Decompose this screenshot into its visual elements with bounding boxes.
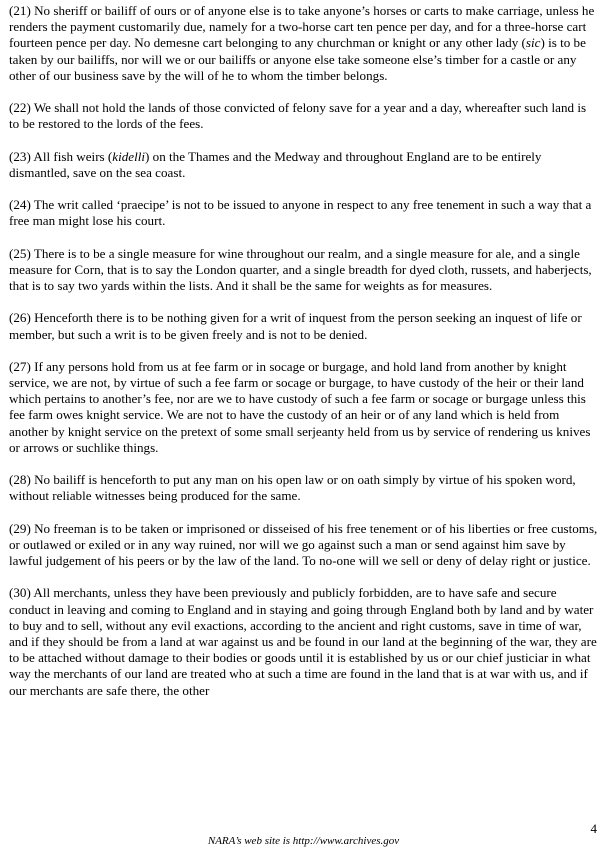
- document-body: [9, 3, 599, 715]
- paragraph-text: (25) There is to be a single measure for wine throughout our realm, and a single measure for ale, and a single measure for Corn, that is to say the London quarter, and a single breadth for dyed cloth, russets, and haberjects, that is to say two yards within the lists. And it shall be the same for weights as for measures.: [9, 245, 592, 294]
- paragraph-27: [9, 359, 599, 456]
- italic-term: sic: [525, 35, 541, 51]
- paragraph-30: [9, 585, 599, 698]
- paragraph-29: [9, 521, 599, 570]
- italic-term: kidelli: [112, 148, 146, 164]
- page-number: 4: [590, 821, 597, 836]
- paragraph-24: [9, 197, 599, 229]
- paragraph-23: [9, 149, 599, 181]
- page-footer: NARA’s web site is http://www.archives.gov: [207, 835, 400, 847]
- paragraph-28: [9, 472, 599, 504]
- paragraph-25: [9, 246, 599, 295]
- paragraph-text: (22) We shall not hold the lands of those convicted of felony save for a year and a day, whereafter such land is to be restored to the lords of the fees.: [9, 100, 587, 132]
- paragraph-text: ) is to be taken by our bailiffs, nor will we or our bailiffs or anyone else take someone else’s timber for a castle or any other of our business save by the will of he to whom the timber belongs.: [9, 35, 586, 83]
- paragraph-text: (27) If any persons hold from us at fee farm or in socage or burgage, and hold land from another by knight service, we are not, by virtue of such a fee farm or socage or burgage, to have custody of the heir or their land which pertains to another’s fee, nor are we to have custody of such a fee farm or socage or burgage unless this fee farm owes knight service. We are not to have the custody of an heir or of any land which is held from another by knight service on the pretext of some small serjeanty held from us by service of rendering us knives or arrows or suchlike things.: [9, 358, 591, 455]
- paragraph-text: (28) No bailiff is henceforth to put any man on his open law or on oath simply by virtue of his spoken word, without reliable witnesses being produced for the same.: [9, 472, 576, 504]
- paragraph-text: (23) All fish weirs (: [9, 148, 113, 164]
- paragraph-text: (24) The writ called ‘praecipe’ is not to be issued to anyone in respect to any free tenement in such a way that a free man might lose his court.: [9, 197, 592, 229]
- paragraph-text: (29) No freeman is to be taken or imprisoned or disseised of his free tenement or of his liberties or free customs, or outlawed or exiled or in any way ruined, nor will we go against such a man or send against him save by lawful judgement of his peers or by the law of the land. To no-one will we sell or deny of delay right or justice.: [9, 520, 598, 569]
- paragraph-22: [9, 100, 599, 132]
- paragraph-text: (21) No sheriff or bailiff of ours or of anyone else is to take anyone’s horses or carts to make carriage, unless he renders the payment customarily due, namely for a two-horse cart ten pence per day, and for a three-horse cart fourteen pence per day. No demesne cart belonging to any churchman or knight or any other lady (: [9, 3, 595, 51]
- paragraph-text: (26) Henceforth there is to be nothing given for a writ of inquest from the person seeking an inquest of life or member, but such a writ is to be given freely and is not to be denied.: [9, 310, 582, 342]
- paragraph-text: ) on the Thames and the Medway and throughout England are to be entirely dismantled, save on the sea coast.: [9, 148, 542, 180]
- paragraph-text: (30) All merchants, unless they have been previously and publicly forbidden, are to have safe and secure conduct in leaving and coming to England and in staying and going through England both by land and by water to buy and to sell, without any evil exactions, according to the ancient and right customs, save in time of war, and if they should be from a land at war against us and be found in our land at the beginning of the war, they are to be attached without damage to their bodies or goods until it is established by us or our chief justiciar in what way the merchants of our land are treated who at such a time are found in the land that is at war with us, and if our merchants are safe there, the other: [9, 585, 597, 698]
- paragraph-26: [9, 310, 599, 342]
- paragraph-21: [9, 3, 599, 84]
